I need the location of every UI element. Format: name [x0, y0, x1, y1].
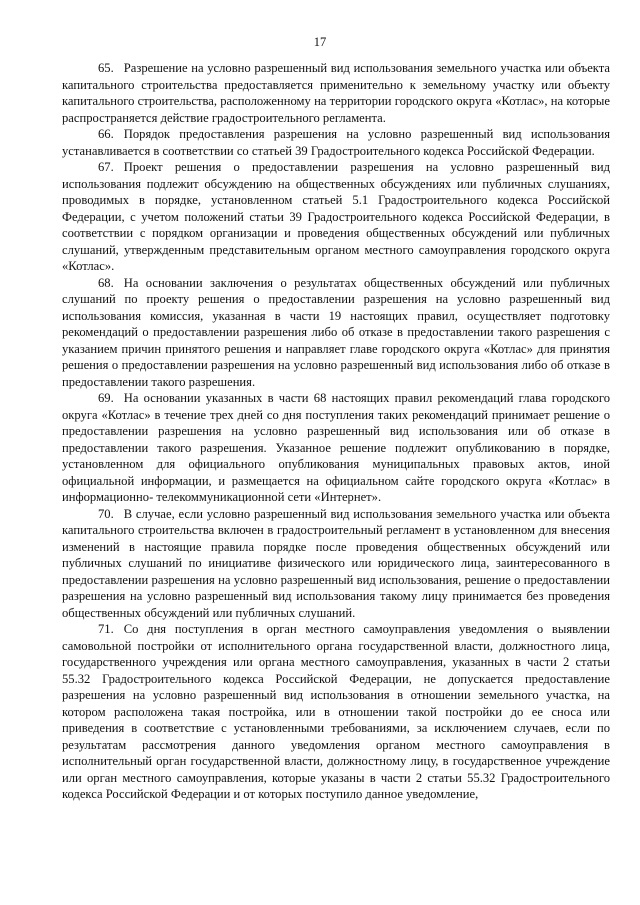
paragraph-71 [62, 621, 610, 803]
paragraph-66 [62, 126, 610, 159]
paragraph-text: В случае, если условно разрешенный вид использования земельного участка или объекта капитального строительства включен в градостроительный регламент в установленном для внесения изменений в настоящие правила порядке после проведения общественных обсуждений или публичных слушаний по инициативе физического или юридического лица, заинтересованного в предоставлении разрешения на условно разрешенный вид использования, решение о предоставлении разрешения на условно разрешенный вид использования такому лицу принимается без проведения общественных обсуждений или публичных слушаний. [62, 506, 610, 620]
paragraph-65 [62, 60, 610, 126]
paragraph-text: Со дня поступления в орган местного самоуправления уведомления о выявлении самовольной постройки от исполнительного органа государственной власти, должностного лица, государственного учреждения или органа местного самоуправления, указанных в части 2 статьи 55.32 Градостроительного кодекса Российской Федерации, не допускается предоставление разрешения на условно разрешенный вид использования в отношении земельного участка, на котором расположена такая постройка, или в отношении такой постройки до ее сноса или приведения в соответствие с установленными требованиями, за исключением случаев, если по результатам рассмотрения данного уведомления органом местного самоуправления в исполнительный орган государственной власти, должностному лицу, в государственное учреждение или орган местного самоуправления, которые указаны в части 2 статьи 55.32 Градостроительного кодекса Российской Федерации и от которых поступило данное уведомление, [62, 622, 610, 801]
paragraph-67 [62, 159, 610, 275]
paragraph-number: 66. [98, 127, 114, 141]
paragraph-number: 69. [98, 391, 114, 405]
paragraph-text: На основании указанных в части 68 настоящих правил рекомендаций глава городского округа «Котлас» в течение трех дней со дня поступления таких рекомендаций принимает решение о предоставлении разрешения на условно разрешенный вид использования или об отказе в предоставлении такого разрешения. Указанное решение подлежит опубликованию в порядке, установленном для официального опубликования муниципальных правовых актов, иной официальной информации, и размещается на официальном сайте городского округа «Котлас» в информационно- телекоммуникационной сети «Интернет». [62, 391, 610, 504]
paragraph-number: 65. [98, 61, 114, 75]
paragraph-number: 67. [98, 160, 114, 174]
document-body [62, 60, 610, 803]
paragraph-text: На основании заключения о результатах общественных обсуждений или публичных слушаний по проекту решения о предоставлении разрешения на условно разрешенный вид использования комиссия, указанная в части 19 настоящих правил, осуществляет подготовку рекомендаций о предоставлении разрешения либо об отказе в предоставлении такого разрешения с указанием причин принятого решения и направляет главе городского округа «Котлас» для принятия решения о предоставлении разрешения на условно разрешенный вид использования либо об отказе в предоставлении такого разрешения. [62, 275, 610, 389]
paragraph-text: Порядок предоставления разрешения на условно разрешенный вид использования устанавливается в соответствии со статьей 39 Градостроительного кодекса Российской Федерации. [62, 127, 610, 158]
paragraph-68 [62, 275, 610, 391]
paragraph-number: 70. [98, 506, 114, 521]
page-number: 17 [313, 35, 327, 49]
paragraph-text: Проект решения о предоставлении разрешения на условно разрешенный вид использования подлежит обсуждению на общественных обсуждениях или публичных слушаниях, проводимых в порядке, установленном статьей 5.1 Градостроительного кодекса Российской Федерации, с учетом положений статьи 39 Градостроительного кодекса Российской Федерации, в соответствии с порядком организации и проведения общественных обсуждений или публичных слушаний, утвержденным представительным органом местного самоуправления городского округа «Котлас». [62, 160, 610, 273]
paragraph-70 [62, 506, 610, 622]
paragraph-number: 68. [98, 275, 114, 290]
paragraph-69 [62, 390, 610, 506]
paragraph-number: 71. [98, 622, 114, 636]
paragraph-text: Разрешение на условно разрешенный вид использования земельного участка или объекта капитального строительства предоставляется применительно к земельному участку или объекту капитального строительства, расположенному на территории городского округа «Котлас», на которые распространяется действие градостроительного регламента. [62, 61, 610, 125]
